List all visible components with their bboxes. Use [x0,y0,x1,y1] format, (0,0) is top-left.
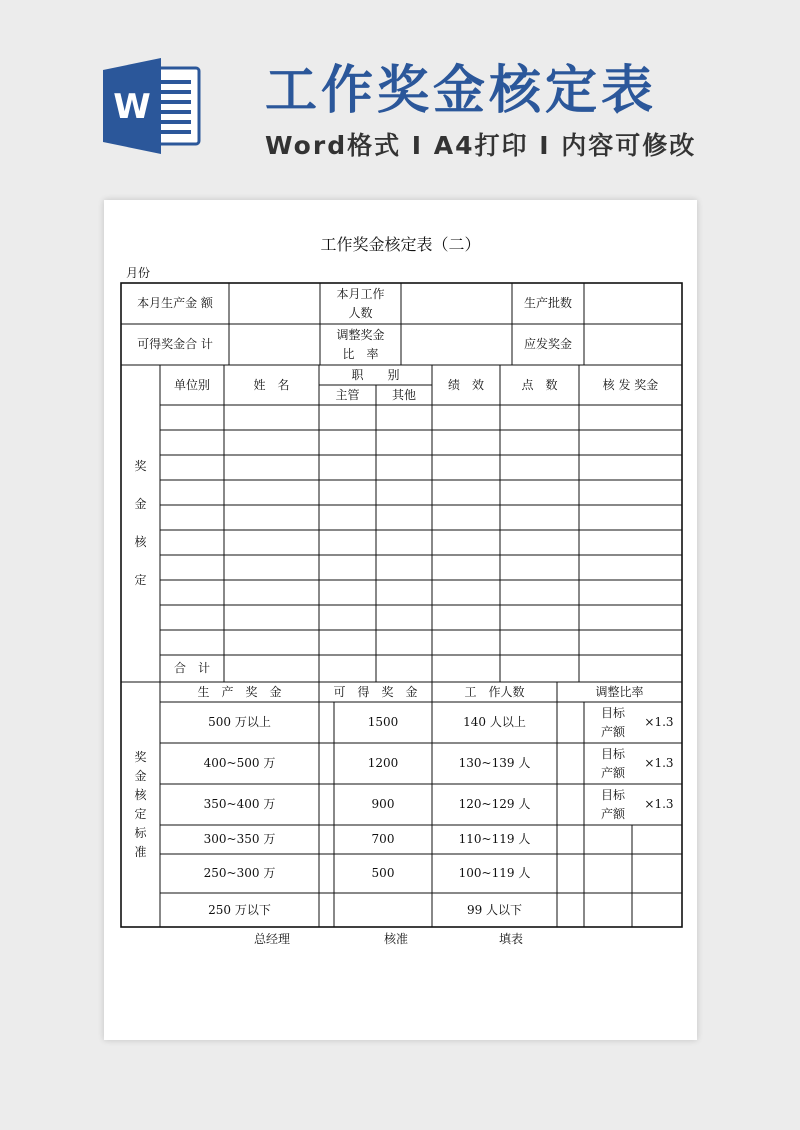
standard-workers: 140 人以上 [463,715,526,729]
banner [0,0,800,195]
filled-by-label: 填表 [499,932,524,946]
standard-workers: 110~119 人 [458,832,531,846]
standard-section-label: 奖 金 核 定 标 准 [134,749,147,859]
standard-bonus: 900 [371,797,395,811]
standard-bonus: 1200 [367,756,399,770]
total-label: 合 计 [173,661,210,675]
standard-bonus: 500 [371,866,395,880]
standard-workers: 130~139 人 [458,756,531,770]
standard-production: 400~500 万 [203,756,276,770]
standard-production: 250~300 万 [203,866,276,880]
standard-production: 500 万以上 [208,715,271,729]
standard-target: 目标 产额 [600,787,625,821]
approve-label: 核准 [384,932,409,946]
word-icon [103,58,203,154]
standard-multiplier: ×1.3 [644,715,674,729]
payable-bonus-label: 应发奖金 [523,337,572,351]
word-icon-letter: W [113,87,151,127]
standard-target: 目标 产额 [600,705,625,739]
standard-workers: 100~119 人 [458,866,531,880]
banner-title: 工作奖金核定表 [265,61,658,121]
available-bonus-total-label: 可得奖金合 计 [137,337,213,351]
production-bonus-header: 生 产 奖 金 [197,684,282,699]
worker-count-header: 工 作人数 [464,684,525,699]
banner-subtitle: Word格式 I A4打印 I 内容可修改 [265,131,697,160]
adjust-ratio-header: 调整比率 [595,684,644,699]
document-title: 工作奖金核定表（二） [320,235,481,254]
other-header: 其他 [391,387,416,402]
performance-header: 绩 效 [447,377,484,392]
general-manager-label: 总经理 [254,932,291,946]
adjust-ratio-label: 调整奖金 比 率 [336,327,385,361]
standard-production: 300~350 万 [203,832,276,846]
bonus-section-label: 奖 金 核 定 [134,459,147,587]
production-amount-label: 本月生产金 额 [137,296,213,310]
unit-header: 单位别 [173,377,210,392]
month-label: 月份 [126,266,151,280]
batch-count-label: 生产批数 [523,296,572,310]
standard-production: 350~400 万 [203,797,276,811]
standard-bonus: 1500 [367,715,399,729]
standard-bonus: 700 [371,832,395,846]
standard-multiplier: ×1.3 [644,797,674,811]
available-bonus-header: 可 得 奖 金 [333,684,418,699]
bonus-paid-header: 核 发 奖金 [602,377,659,392]
standard-target: 目标 产额 [600,746,625,780]
document-page [104,200,697,1040]
standard-workers: 99 人以下 [466,902,523,917]
name-header: 姓 名 [253,377,290,392]
standard-multiplier: ×1.3 [644,756,674,770]
supervisor-header: 主管 [335,387,360,402]
standard-workers: 120~129 人 [458,797,531,811]
position-header: 职 别 [351,367,400,382]
standard-production: 250 万以下 [208,902,271,917]
worker-count-label: 本月工作 人数 [336,286,385,320]
points-header: 点 数 [521,377,558,392]
